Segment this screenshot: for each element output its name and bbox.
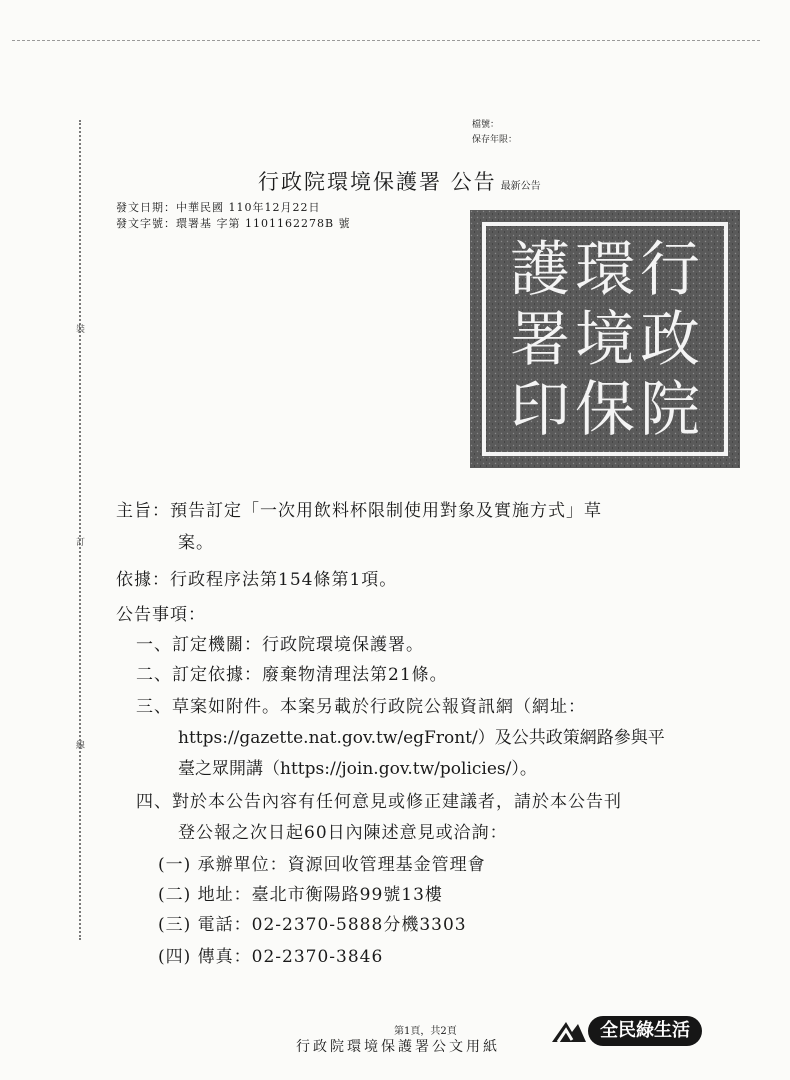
item-4-line-1: 四、對於本公告內容有任何意見或修正建議者，請於本公告刊 [136, 792, 622, 812]
subject-line-1: 主旨：預告訂定「一次用飲料杯限制使用對象及實施方式」草 [116, 501, 602, 521]
issue-info [116, 200, 351, 232]
leaf-icon [548, 1012, 588, 1052]
item-3-line-3: 臺之眾開講（https://join.gov.tw/policies/）。 [178, 759, 537, 779]
seal-character: 環 [575, 235, 635, 305]
seal-character: 院 [640, 375, 700, 445]
binding-char-3: 線 [76, 741, 86, 751]
seal-character: 署 [510, 305, 570, 375]
seal-character: 行 [640, 235, 700, 305]
items-heading: 公告事項： [116, 605, 206, 625]
item-2: 二、訂定依據：廢棄物清理法第21條。 [136, 665, 448, 685]
subject-line-2: 案。 [178, 533, 214, 553]
item-3-line-1: 三、草案如附件。本案另載於行政院公報資訊網（網址： [136, 697, 586, 717]
title-tag: 最新公告 [500, 181, 541, 192]
retention-label: 保存年限： [472, 135, 518, 145]
seal-character: 政 [640, 305, 700, 375]
top-dashed-rule [12, 40, 760, 41]
sub-item-3: (三) 電話：02-2370-5888分機3303 [158, 915, 467, 935]
sub-item-4: (四) 傳真：02-2370-3846 [158, 947, 384, 967]
item-4-line-2: 登公報之次日起60日內陳述意見或洽詢： [178, 823, 508, 843]
page-number: 第1頁，共2頁 [394, 1026, 457, 1037]
issue-date: 發文日期：中華民國 110年12月22日 [116, 201, 321, 214]
binding-char-1: 裝 [76, 325, 86, 335]
green-living-logo [548, 1012, 728, 1052]
item-3-line-2: https://gazette.nat.gov.tw/egFront/）及公共政策網路參與平 [178, 728, 665, 748]
sub-item-2: (二) 地址：臺北市衡陽路99號13樓 [158, 885, 443, 905]
item-1: 一、訂定機關：行政院環境保護署。 [136, 635, 424, 655]
binding-char-2: 訂 [76, 538, 86, 548]
seal-character: 保 [575, 375, 635, 445]
binding-line [79, 120, 81, 940]
archive-number-label: 檔號： [472, 120, 500, 130]
seal-character: 境 [575, 305, 635, 375]
official-seal [470, 210, 740, 468]
seal-character: 護 [510, 235, 570, 305]
page-title [258, 166, 541, 196]
paper-label: 行政院環境保護署公文用紙 [296, 1039, 500, 1055]
logo-text: 全民綠生活 [588, 1016, 702, 1046]
seal-character: 印 [510, 375, 570, 445]
archive-meta [472, 118, 517, 148]
title-main: 行政院環境保護署 公告 [258, 170, 497, 194]
issue-number: 發文字號：環署基 字第 1101162278B 號 [116, 217, 351, 230]
basis-line: 依據：行政程序法第154條第1項。 [116, 570, 398, 590]
sub-item-1: (一) 承辦單位：資源回收管理基金管理會 [158, 855, 486, 875]
